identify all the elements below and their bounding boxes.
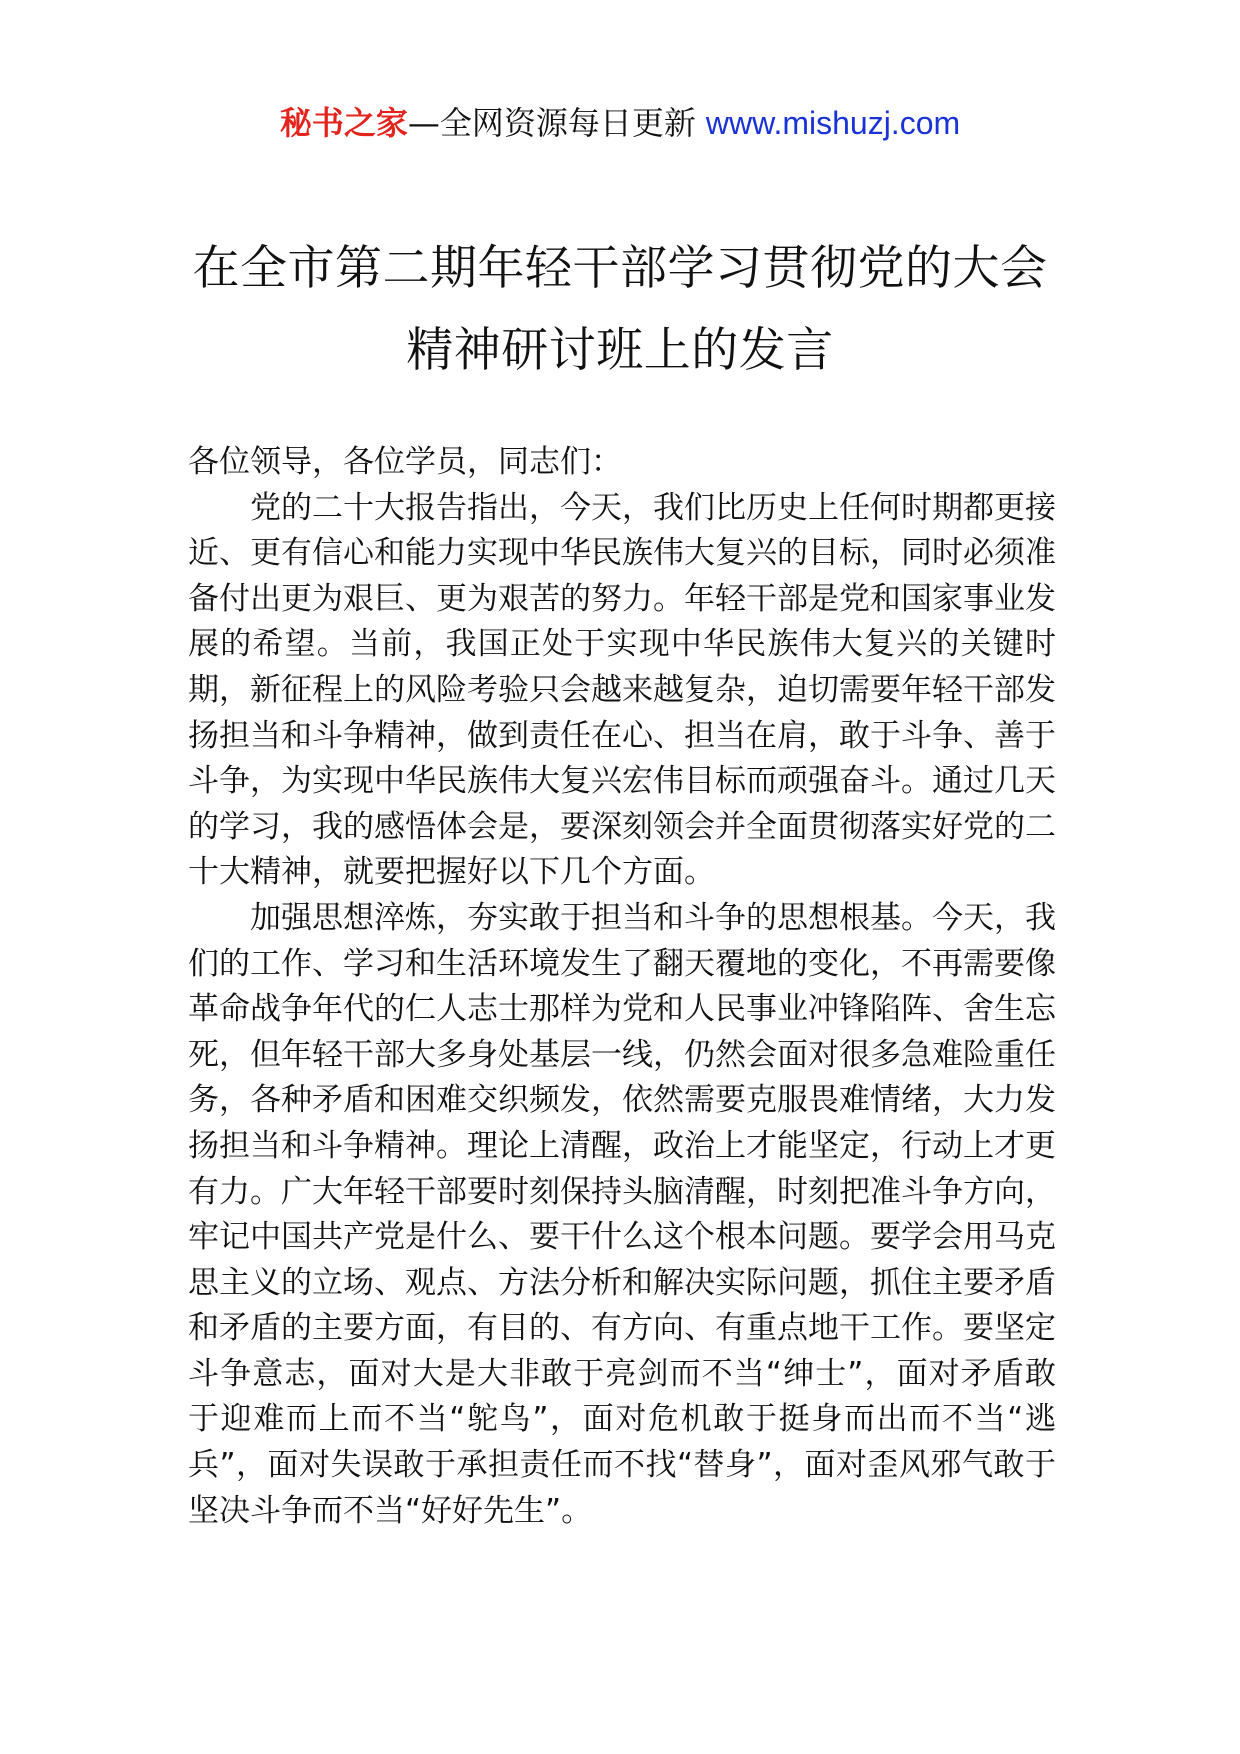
header-tagline: —全网资源每日更新 bbox=[407, 104, 696, 142]
document-body bbox=[188, 440, 1056, 1534]
paragraph-2: 加强思想淬炼，夯实敢于担当和斗争的思想根基。今天，我们的工作、学习和生活环境发生了翻天覆地的变化，不再需要像革命战争年代的仁人志士那样为党和人民事业冲锋陷阵、舍生忘死，但年轻干部大多身处基层一线，仍然会面对很多急难险重任务，各种矛盾和困难交织频发，依然需要克服畏难情绪，大力发扬担当和斗争精神。理论上清醒，政治上才能坚定，行动上才更有力。广大年轻干部要时刻保持头脑清醒，时刻把准斗争方向，牢记中国共产党是什么、要干什么这个根本问题。要学会用马克思主义的立场、观点、方法分析和解决实际问题，抓住主要矛盾和矛盾的主要方面，有目的、有方向、有重点地干工作。要坚定斗争意志，面对大是大非敢于亮剑而不当“绅士”，面对矛盾敢于迎难而上而不当“鸵鸟”，面对危机敢于挺身而出而不当“逃兵”，面对失误敢于承担责任而不找“替身”，面对歪风邪气敢于坚决斗争而不当“好好先生”。 bbox=[188, 899, 1056, 1529]
brand-name: 秘书之家 bbox=[279, 104, 408, 142]
page-header bbox=[0, 100, 1240, 146]
title-line-1: 在全市第二期年轻干部学习贯彻党的大会 bbox=[192, 241, 1048, 296]
paragraph-1: 党的二十大报告指出，今天，我们比历史上任何时期都更接近、更有信心和能力实现中华民族伟大复兴的目标，同时必须准备付出更为艰巨、更为艰苦的努力。年轻干部是党和国家事业发展的希望。当前，我国正处于实现中华民族伟大复兴的关键时期，新征程上的风险考验只会越来越复杂，迫切需要年轻干部发扬担当和斗争精神，做到责任在心、担当在肩，敢于斗争、善于斗争，为实现中华民族伟大复兴宏伟目标而顽强奋斗。通过几天的学习，我的感悟体会是，要深刻领会并全面贯彻落实好党的二十大精神，就要把握好以下几个方面。 bbox=[188, 489, 1056, 891]
document-title bbox=[120, 228, 1120, 392]
title-line-2: 精神研讨班上的发言 bbox=[406, 323, 834, 378]
site-url-link[interactable]: www.mishuzj.com bbox=[705, 105, 961, 141]
salutation: 各位领导，各位学员，同志们： bbox=[188, 444, 622, 480]
